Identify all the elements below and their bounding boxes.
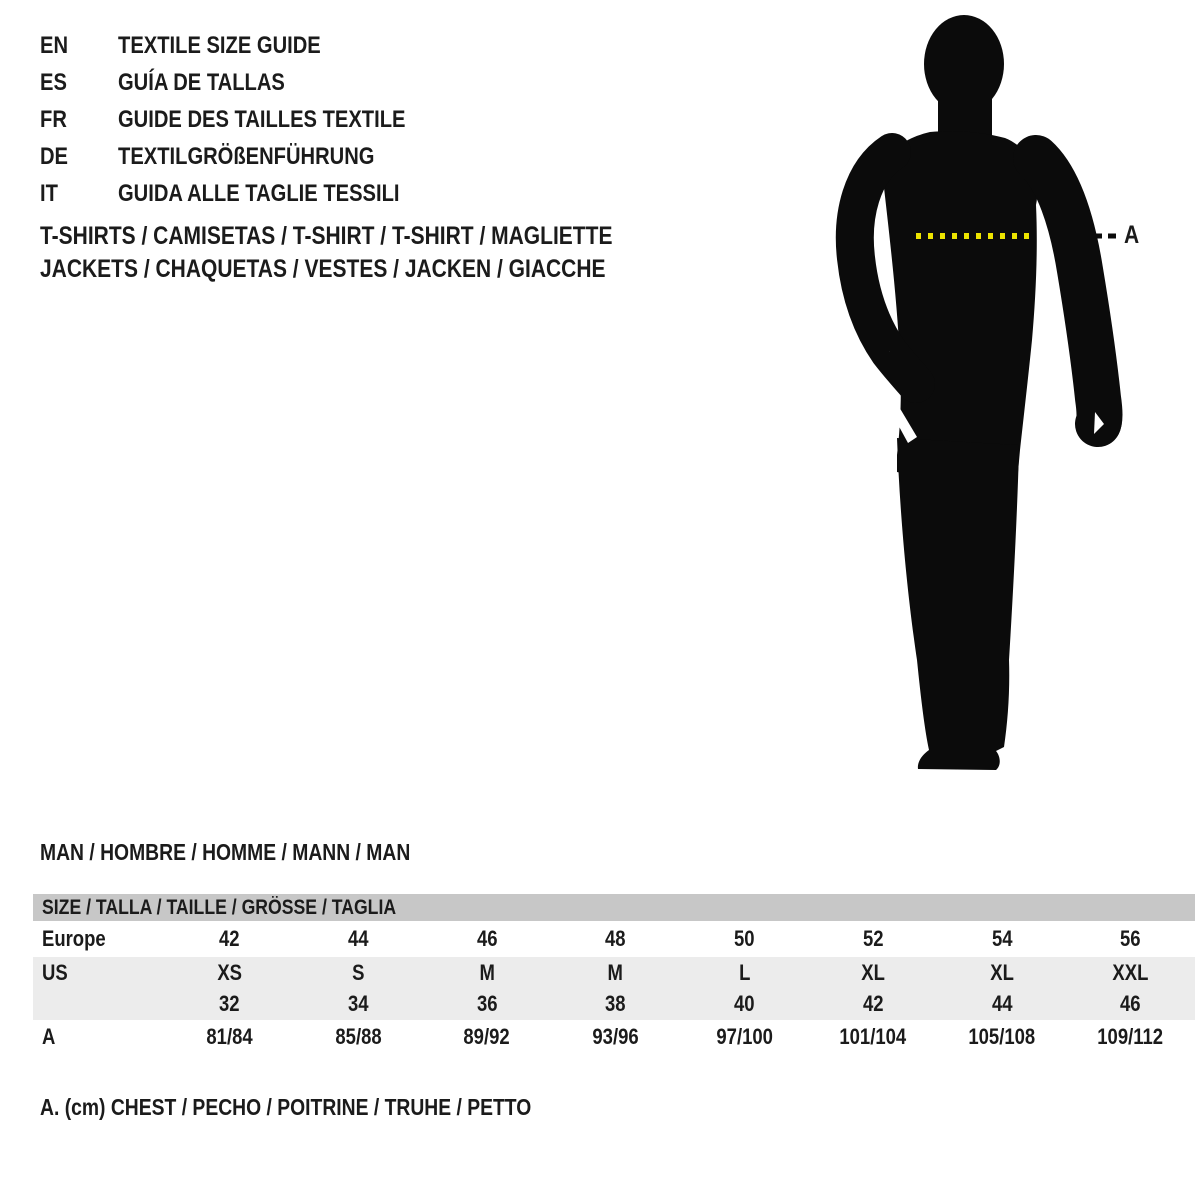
hand-thumb-notch	[1094, 412, 1104, 434]
size-table-header-label: SIZE / TALLA / TAILLE / GRÖSSE / TAGLIA	[42, 896, 397, 919]
language-row	[40, 27, 460, 64]
language-code: IT	[40, 180, 58, 207]
product-line-tshirts: T-SHIRTS / CAMISETAS / T-SHIRT / T-SHIRT / MAGLIETTE	[40, 222, 613, 250]
language-title: TEXTILE SIZE GUIDE	[118, 32, 321, 59]
language-title: GUIDA ALLE TAGLIE TESSILI	[118, 180, 400, 207]
size-cell: 36	[476, 991, 498, 1016]
size-cell: 89/92	[463, 1023, 511, 1049]
language-row	[40, 101, 460, 138]
table-row	[33, 921, 1195, 957]
size-cell: 38	[605, 991, 626, 1016]
size-cell: 52	[862, 926, 884, 951]
size-cell: M	[479, 959, 495, 985]
silhouette-hand-right	[1080, 394, 1122, 446]
size-cell: 93/96	[592, 1023, 639, 1049]
size-cell: XL	[990, 959, 1014, 985]
pocket-gap	[884, 395, 917, 443]
row-label: US	[42, 959, 68, 985]
product-line-jackets: JACKETS / CHAQUETAS / VESTES / JACKEN / GIACCHE	[40, 255, 606, 283]
row-label	[33, 991, 165, 1017]
size-cell: 105/108	[968, 1023, 1036, 1049]
size-cell: 46	[1120, 991, 1141, 1016]
language-row	[40, 175, 460, 212]
size-cell: 101/104	[839, 1023, 907, 1049]
table-row	[33, 988, 1195, 1020]
language-list	[40, 27, 460, 212]
table-row	[33, 1020, 1195, 1053]
language-title: TEXTILGRÖßENFÜHRUNG	[118, 143, 375, 170]
size-table-body	[33, 921, 1195, 1053]
language-row	[40, 138, 460, 175]
silhouette-legs	[897, 438, 1019, 770]
size-table	[33, 894, 1195, 1053]
language-code: EN	[40, 32, 69, 59]
size-cell: 42	[219, 926, 240, 951]
size-cell: 56	[1120, 926, 1141, 951]
silhouette-torso	[882, 131, 1038, 479]
product-category-lines	[40, 220, 721, 286]
size-cell: 32	[219, 991, 240, 1016]
silhouette-arm-right	[1036, 158, 1100, 424]
language-title: GUIDE DES TAILLES TEXTILE	[118, 106, 406, 133]
size-cell: 44	[991, 991, 1013, 1016]
size-cell: M	[607, 959, 624, 985]
silhouette-arm-left	[855, 152, 916, 384]
language-code: FR	[40, 106, 67, 133]
measurement-a-label: A	[1124, 221, 1140, 249]
size-cell: XL	[861, 959, 885, 985]
language-code: ES	[40, 69, 67, 96]
silhouette-head	[924, 15, 1004, 113]
size-cell: 40	[734, 991, 755, 1016]
language-code: DE	[40, 143, 69, 170]
size-cell: XXL	[1112, 959, 1149, 985]
size-table-header-bar	[33, 894, 1195, 921]
size-cell: 54	[991, 926, 1013, 951]
size-cell: XS	[217, 959, 242, 985]
silhouette-neck	[938, 86, 992, 136]
size-cell: S	[351, 959, 365, 985]
table-row	[33, 957, 1195, 988]
language-row	[40, 64, 460, 101]
size-cell: 50	[734, 926, 755, 951]
size-cell: 97/100	[716, 1023, 773, 1049]
size-cell: 48	[605, 926, 626, 951]
size-cell: 44	[347, 926, 369, 951]
row-label: A	[42, 1023, 56, 1049]
row-label: Europe	[42, 926, 106, 951]
size-cell: 42	[862, 991, 884, 1016]
size-cell: 85/88	[334, 1023, 382, 1049]
size-cell: 81/84	[206, 1023, 253, 1049]
size-cell: 46	[476, 926, 498, 951]
footnote-chest: A. (cm) CHEST / PECHO / POITRINE / TRUHE / PETTO	[40, 1094, 532, 1120]
size-cell: L	[738, 959, 751, 985]
size-cell: 34	[347, 991, 369, 1016]
section-title-man: MAN / HOMBRE / HOMME / MANN / MAN	[40, 839, 411, 865]
language-title: GUÍA DE TALLAS	[118, 69, 285, 96]
size-cell: 109/112	[1097, 1023, 1164, 1049]
